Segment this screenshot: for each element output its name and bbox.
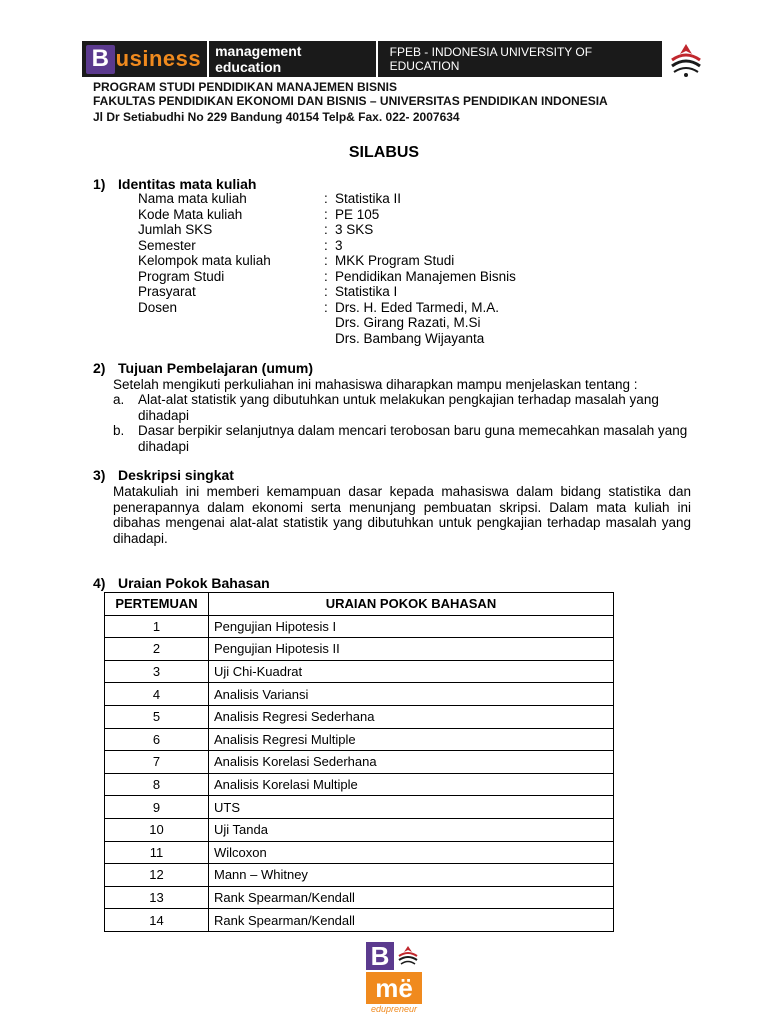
section-number: 4) (93, 575, 106, 591)
topic-cell: Mann – Whitney (209, 864, 614, 887)
identity-label: Program Studi (138, 268, 225, 284)
list-marker: a. (113, 392, 125, 407)
section-title: Uraian Pokok Bahasan (118, 575, 270, 591)
identity-colon: : (324, 206, 328, 222)
identity-value: 3 (335, 237, 343, 253)
meeting-number: 2 (105, 638, 209, 661)
meeting-number: 13 (105, 886, 209, 909)
meeting-number: 6 (105, 728, 209, 751)
identity-colon: : (324, 299, 328, 315)
description-paragraph: Matakuliah ini memberi kemampuan dasar kepada mahasiswa dalam bidang statistika dan penerapannya dalam ekonomi serta menunjang pembuatan skripsi. Dalam mata kuliah ini dibahas mengenai alat-alat statistik yang dibutuhkan untuk pengkajian terhadap masalah yang dihadapi. (113, 484, 691, 546)
section-number: 2) (93, 360, 106, 376)
topic-cell: Analisis Korelasi Sederhana (209, 751, 614, 774)
meeting-number: 11 (105, 841, 209, 864)
meeting-number: 9 (105, 796, 209, 819)
topics-table (104, 592, 614, 932)
section-heading (93, 360, 313, 376)
table-header-row (105, 593, 614, 616)
table-row (105, 705, 614, 728)
section-number: 3) (93, 467, 106, 483)
table-row (105, 818, 614, 841)
section-heading (93, 176, 256, 192)
identity-colon: : (324, 268, 328, 284)
column-header-topic: URAIAN POKOK BAHASAN (209, 593, 614, 616)
identity-colon: : (324, 191, 328, 206)
identity-label: Jumlah SKS (138, 222, 213, 237)
objective-text: Alat-alat statistik yang dibutuhkan untuk melakukan pengkajian terhadap masalah yang dihadapi (138, 392, 659, 423)
identity-label: Kode Mata kuliah (138, 206, 243, 222)
table-row (105, 660, 614, 683)
objective-text: Dasar berpikir selanjutnya dalam mencari terobosan baru guna memecahkan masalah yang dihadapi (138, 423, 688, 454)
table-row (105, 683, 614, 706)
identity-label: Kelompok mata kuliah (138, 253, 271, 268)
topic-cell: Analisis Regresi Multiple (209, 728, 614, 751)
identity-value: Drs. Girang Razati, M.Si (335, 315, 481, 330)
header-faculty-line: FAKULTAS PENDIDIKAN EKONOMI DAN BISNIS – UNIVERSITAS PENDIDIKAN INDONESIA (93, 94, 608, 108)
list-marker: b. (113, 423, 125, 438)
meeting-number: 10 (105, 818, 209, 841)
identity-value: Statistika II (335, 191, 402, 206)
identity-label: Nama mata kuliah (138, 191, 247, 206)
table-row (105, 773, 614, 796)
topic-cell: Pengujian Hipotesis II (209, 638, 614, 661)
identity-value: Pendidikan Manajemen Bisnis (335, 268, 516, 284)
university-crest-icon (396, 944, 420, 968)
university-crest-icon (666, 40, 706, 80)
table-row (105, 909, 614, 932)
topic-cell: Analisis Variansi (209, 683, 614, 706)
banner-divider (376, 41, 378, 77)
section-number: 1) (93, 176, 106, 192)
objectives-intro: Setelah mengikuti perkuliahan ini mahasiswa diharapkan mampu menjelaskan tentang : (113, 377, 638, 392)
column-header-meeting: PERTEMUAN (105, 593, 209, 616)
table-row (105, 841, 614, 864)
meeting-number: 3 (105, 660, 209, 683)
topic-cell: Rank Spearman/Kendall (209, 909, 614, 932)
identity-colon: : (324, 237, 328, 253)
meeting-number: 5 (105, 705, 209, 728)
identity-value: PE 105 (335, 206, 380, 222)
table-row (105, 615, 614, 638)
identity-label: Semester (138, 237, 196, 253)
meeting-number: 8 (105, 773, 209, 796)
brand-tagline: management education (215, 43, 302, 75)
identity-value: MKK Program Studi (335, 253, 455, 268)
banner-divider (207, 41, 209, 77)
footer-logo-word: edupreneur (370, 1004, 418, 1014)
meeting-number: 4 (105, 683, 209, 706)
institution-tag: FPEB - INDONESIA UNIVERSITY OF EDUCATION (389, 45, 593, 73)
topic-cell: Analisis Regresi Sederhana (209, 705, 614, 728)
topic-cell: Uji Tanda (209, 818, 614, 841)
identity-label: Prasyarat (138, 284, 196, 299)
footer-logo (366, 942, 422, 1018)
section-heading (93, 575, 270, 591)
identity-colon: : (324, 253, 328, 268)
identity-value: Statistika I (335, 284, 398, 299)
table-row (105, 886, 614, 909)
section-title: Identitas mata kuliah (118, 176, 257, 192)
brand-letter-block: B (86, 45, 115, 74)
header-address-line: Jl Dr Setiabudhi No 229 Bandung 40154 Telp& Fax. 022- 2007634 (93, 110, 460, 124)
meeting-number: 1 (105, 615, 209, 638)
identity-value: Drs. Bambang Wijayanta (335, 330, 485, 346)
topic-cell: Pengujian Hipotesis I (209, 615, 614, 638)
meeting-number: 7 (105, 751, 209, 774)
table-row (105, 728, 614, 751)
table-row (105, 751, 614, 774)
table-row (105, 638, 614, 661)
topic-cell: Uji Chi-Kuadrat (209, 660, 614, 683)
identity-colon: : (324, 222, 328, 237)
identity-label: Dosen (138, 299, 178, 315)
footer-logo-b: B (366, 942, 394, 970)
page-title: SILABUS (348, 144, 420, 161)
table-row (105, 796, 614, 819)
footer-logo-me: më (366, 972, 422, 1004)
brand-word: usiness (115, 46, 202, 71)
topic-cell: Rank Spearman/Kendall (209, 886, 614, 909)
identity-value: Drs. H. Eded Tarmedi, M.A. (335, 299, 500, 315)
topic-cell: Wilcoxon (209, 841, 614, 864)
section-heading (93, 467, 234, 483)
topic-cell: UTS (209, 796, 614, 819)
topic-cell: Analisis Korelasi Multiple (209, 773, 614, 796)
topics-table-body (105, 615, 614, 931)
meeting-number: 12 (105, 864, 209, 887)
header-program-line: PROGRAM STUDI PENDIDIKAN MANAJEMEN BISNIS (93, 80, 398, 94)
table-row (105, 864, 614, 887)
identity-colon: : (324, 284, 328, 299)
header-banner (82, 41, 662, 77)
section-title: Tujuan Pembelajaran (umum) (118, 360, 313, 376)
section-title: Deskripsi singkat (118, 467, 234, 483)
identity-value: 3 SKS (335, 222, 374, 237)
meeting-number: 14 (105, 909, 209, 932)
